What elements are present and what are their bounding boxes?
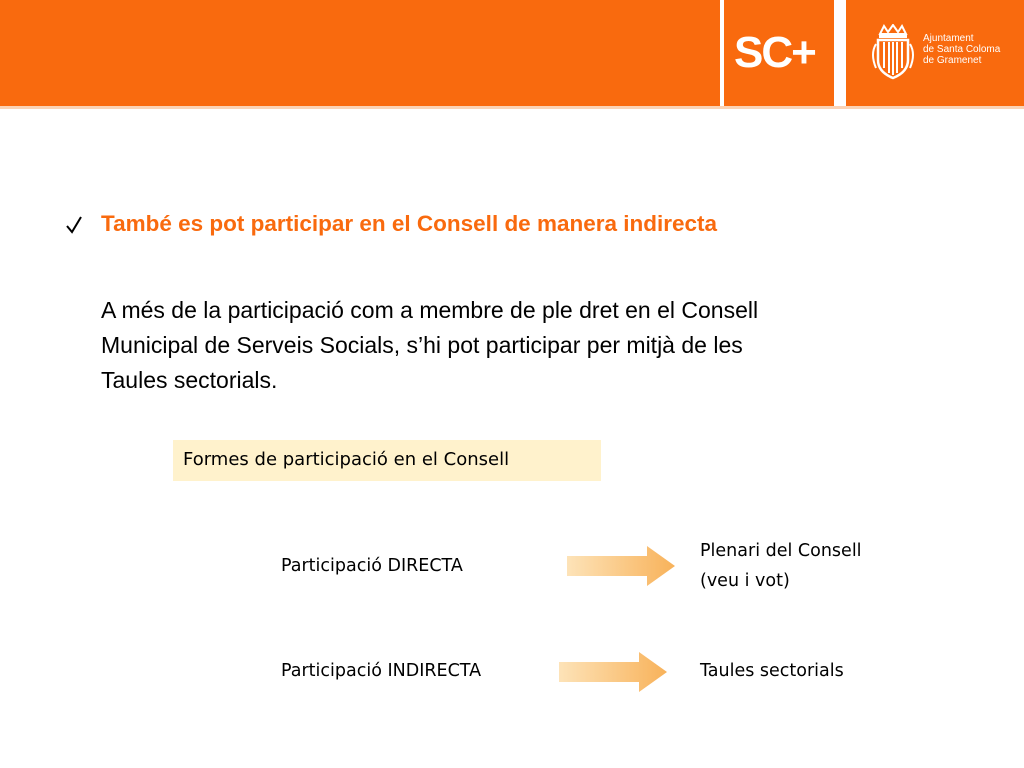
- institution-name: [923, 33, 1023, 66]
- diagram-title: Formes de participació en el Consell: [183, 449, 510, 470]
- target-line: (veu i vot): [700, 571, 790, 591]
- brand-logo: SC+: [734, 28, 815, 77]
- municipal-crest-icon: [868, 24, 918, 80]
- arrow-right-icon: [559, 650, 669, 694]
- institution-line: de Santa Coloma: [923, 44, 1001, 55]
- arrow-right-icon: [567, 544, 677, 588]
- body-line: Taules sectorials.: [101, 367, 278, 393]
- taules-target-label: Taules sectorials: [700, 661, 844, 681]
- participation-direct-label: Participació DIRECTA: [281, 556, 463, 576]
- plenari-target-label: [700, 536, 862, 596]
- checkmark-icon: [64, 213, 84, 237]
- institution-line: Ajuntament: [923, 33, 974, 44]
- header-bar: [0, 0, 720, 106]
- participation-indirect-label: Participació INDIRECTA: [281, 661, 482, 681]
- institution-line: de Gramenet: [923, 55, 982, 66]
- body-paragraph: [101, 293, 981, 398]
- header-underline: [0, 106, 1024, 109]
- target-line: Plenari del Consell: [700, 541, 862, 561]
- diagram-title-box: [173, 440, 601, 481]
- body-line: Municipal de Serveis Socials, s’hi pot participar per mitjà de les: [101, 332, 743, 358]
- bullet-heading: També es pot participar en el Consell de manera indirecta: [101, 211, 718, 236]
- body-line: A més de la participació com a membre de ple dret en el Consell: [101, 297, 759, 323]
